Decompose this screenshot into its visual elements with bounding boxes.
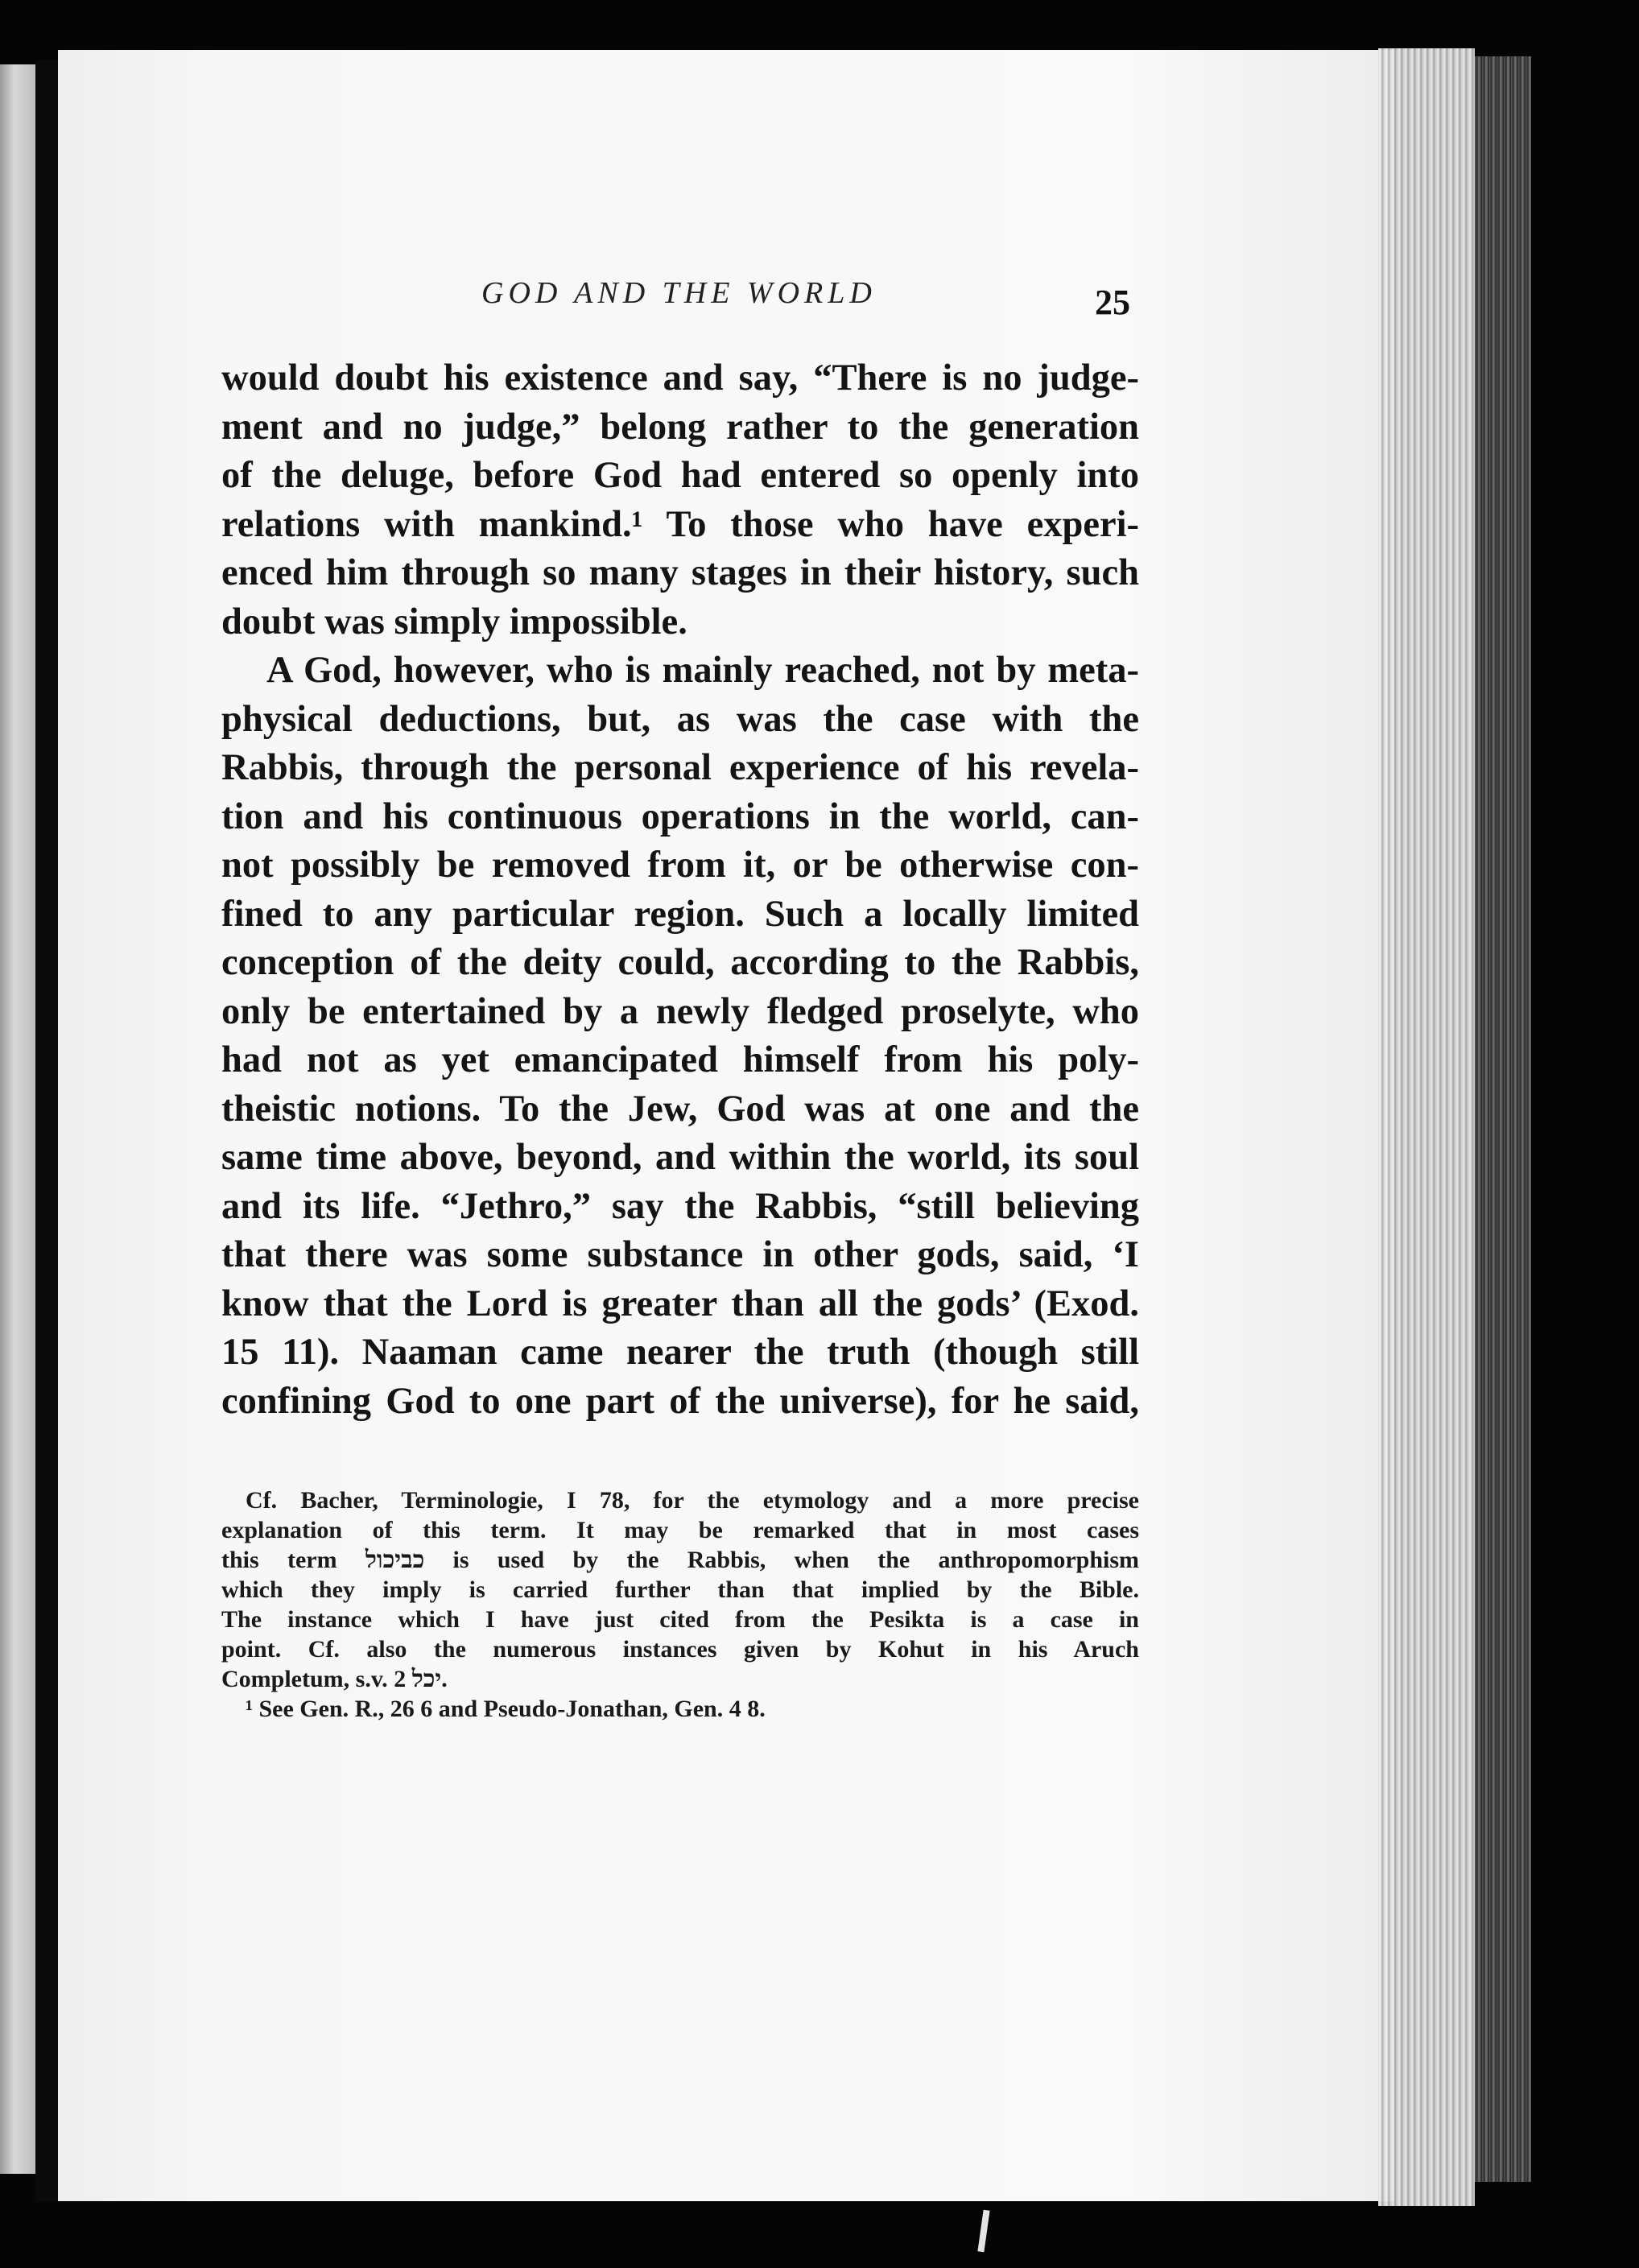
- footnote-line: Completum, s.v. יכל 2.: [221, 1666, 448, 1692]
- book-block-edge: [1475, 56, 1531, 2182]
- book-gutter: [35, 60, 58, 2202]
- body-line: same time above, beyond, and within the world, its soul: [221, 1137, 1139, 1178]
- footnote-line: this term כביכול is used by the Rabbis, when the anthropomorphism: [221, 1547, 1140, 1573]
- body-line: doubt was simply impossible.: [221, 601, 687, 642]
- body-line: only be entertained by a newly fledged proselyte, who: [221, 990, 1139, 1032]
- page-number: 25: [1095, 283, 1130, 322]
- body-line: and its life. “Jethro,” say the Rabbis, “still believing: [221, 1185, 1139, 1227]
- body-line: of the deluge, before God had entered so openly into: [221, 455, 1139, 496]
- running-head: GOD AND THE WORLD: [481, 276, 877, 310]
- body-line: relations with mankind.¹ To those who have experi-: [221, 503, 1139, 545]
- body-line: theistic notions. To the Jew, God was at one and the: [221, 1088, 1139, 1130]
- body-line: that there was some substance in other gods, said, ‘I: [221, 1234, 1139, 1275]
- body-line: fined to any particular region. Such a locally limited: [221, 893, 1139, 935]
- left-page-edge: [0, 64, 35, 2174]
- body-line: Rabbis, through the personal experience of his revela-: [221, 747, 1139, 788]
- body-line: physical deductions, but, as was the case with the: [221, 698, 1139, 740]
- body-line: confining God to one part of the universe), for he said,: [221, 1380, 1139, 1422]
- body-line: enced him through so many stages in their history, such: [221, 552, 1139, 593]
- body-line: A God, however, who is mainly reached, not by meta-: [266, 650, 1139, 691]
- footnote-line: Cf. Bacher, Terminologie, I 78, for the etymology and a more precise: [246, 1487, 1139, 1514]
- body-line: not possibly be removed from it, or be otherwise con-: [221, 845, 1139, 886]
- footnote-line: The instance which I have just cited from the Pesikta is a case in: [221, 1606, 1139, 1633]
- footnotes: [221, 1485, 1139, 1724]
- body-line: tion and his continuous operations in the world, can-: [221, 795, 1139, 837]
- body-line: had not as yet emancipated himself from his poly-: [221, 1039, 1139, 1080]
- body-line: would doubt his existence and say, “There is no judge-: [221, 357, 1139, 399]
- body-text: [221, 354, 1139, 1426]
- page-edges: [1378, 48, 1475, 2206]
- footnote-line: explanation of this term. It may be remarked that in most cases: [221, 1517, 1139, 1543]
- footnote-line: point. Cf. also the numerous instances given by Kohut in his Aruch: [221, 1636, 1139, 1663]
- scan-artifact: [977, 2210, 989, 2253]
- body-line: ment and no judge,” belong rather to the generation: [221, 406, 1139, 448]
- body-line: conception of the deity could, according to the Rabbis,: [221, 942, 1139, 983]
- footnote-line: which they imply is carried further than that implied by the Bible.: [221, 1576, 1139, 1603]
- footnote-line: ¹ See Gen. R., 26 6 and Pseudo-Jonathan, Gen. 4 8.: [246, 1696, 766, 1722]
- body-line: know that the Lord is greater than all the gods’ (Exod.: [221, 1283, 1139, 1324]
- body-line: 15 11). Naaman came nearer the truth (though still: [221, 1332, 1139, 1373]
